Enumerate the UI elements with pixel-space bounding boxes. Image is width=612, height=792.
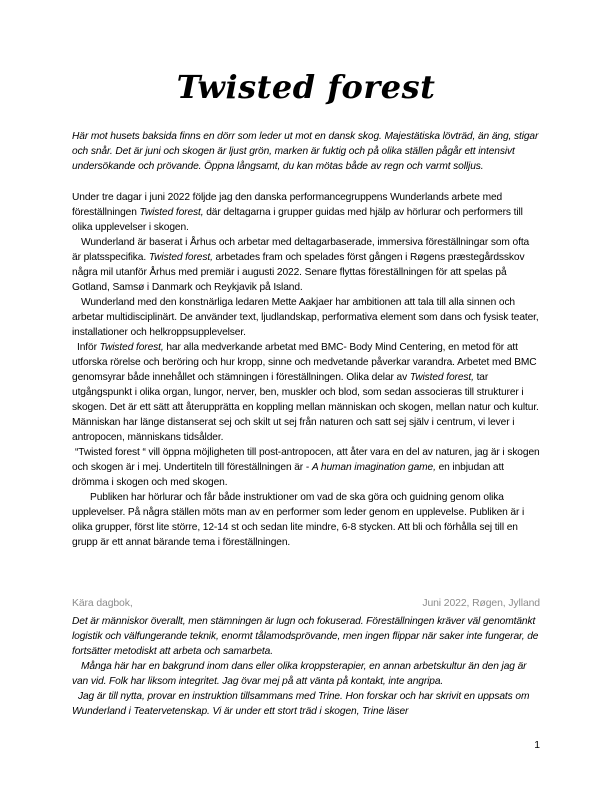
- italic-text-run: Twisted forest,: [99, 342, 164, 353]
- diary-paragraph: [72, 614, 540, 659]
- diary-paragraph: [72, 689, 540, 719]
- text-run: Publiken har hörlurar och får både instruktioner om vad de ska göra och guidning genom olika upplevelser. På några ställen möts man av en performer som leder genom en upplevelse. Publiken är i olika grupper, först lite större, 12-14 st och sedan lite mindre, 6-8 stycken. Att bli och förhålla sej till en grupp är ett annat bärande tema i föreställningen.: [72, 492, 525, 548]
- text-run: Jag är till nytta, provar en instruktion tillsammans med Trine. Hon forskar och har skrivit en uppsats om Wunderland i Teatervetenskap. Vi är under ett stort träd i skogen, Trine läser: [72, 691, 530, 717]
- diary-paragraph: [72, 659, 540, 689]
- text-run: där deltagarna i grupper guidas med hjälp av hörlurar och performers till olika upplevelser i skogen.: [72, 207, 523, 233]
- text-run: Wunderland med den konstnärliga ledaren Mette Aakjaer har ambitionen att tala till alla sinnen och arbetar multidisciplinärt. De använder text, ljudlandskap, performativa element som dans och fysisk teater, installationer och helkroppsupplevelser.: [72, 297, 539, 338]
- body-paragraph: [72, 295, 540, 340]
- intro-paragraph: Här mot husets baksida finns en dörr som leder ut mot en dansk skog. Majestätiska lövträd, än äng, stigar och snår. Det är juni och skogen är ljust grön, marken är fuktig och på olika ställen pågår ett intensivt undersökande och prövande. Öppna långsamt, du kan mötas både av regn och varmt solljus.: [72, 131, 539, 172]
- text-run: tar utgångspunkt i olika organ, lungor, nerver, ben, muskler och blod, som sedan associeras till strukturer i skogen. Det är ett sätt att återupprätta en koppling mellan människan och skogen, mellan natur och kultur. Människan har länge distanserat sej och skilt ut sej från naturen och satt sej själv i centrum, vi lever i antropocen, människans tidsålder.: [72, 372, 539, 443]
- text-run: arbetades fram och spelades först gången i Røgens præstegårdsskov några mil utanför Århus med premiär i augusti 2022. Senare flyttas föreställningen för att spelas på Gotland, Samsø i Danmark och Reykjavik på Island.: [72, 252, 525, 293]
- text-run: Under tre dagar i juni 2022 följde jag den danska performancegruppens Wunderlands arbete med föreställningen: [72, 192, 503, 218]
- page-title: Twisted forest: [176, 68, 436, 106]
- body-paragraph: [72, 490, 540, 550]
- italic-text-run: A human imagination game,: [311, 462, 436, 473]
- text-run: Inför: [77, 342, 100, 353]
- page-number: 1: [534, 740, 540, 751]
- diary-salutation: Kära dagbok,: [72, 598, 133, 609]
- diary-dateline: Juni 2022, Røgen, Jylland: [422, 598, 540, 609]
- text-run: har alla medverkande arbetat med BMC- Body Mind Centering, en metod för att utforska rörelse och beröring och hur kropp, sinne och medvetande påverkar varandra. Arbetet med BMC genomsyrar både innehållet och stämningen i föreställningen. Olika delar av: [72, 342, 537, 383]
- page-content: [72, 0, 540, 550]
- diary-paragraphs: [72, 614, 540, 719]
- text-run: Wunderland är baserat i Århus och arbetar med deltagarbaserade, immersiva föreställningar som ofta är platsspecifika.: [72, 237, 530, 263]
- text-run: “Twisted forest “ vill öppna möjligheten till post-antropocen, att åter vara en del av naturen, jag är i skogen och skogen är i mej. Undertiteln till föreställningen är -: [72, 447, 540, 473]
- body-paragraphs: [72, 190, 540, 550]
- italic-text-run: Twisted forest,: [148, 252, 213, 263]
- body-paragraph: [72, 445, 540, 490]
- text-run: en inbjudan att drömma i skogen och med skogen.: [72, 462, 504, 488]
- text-run: Många här har en bakgrund inom dans eller olika kroppsterapier, en annan arbetskultur än den jag är van vid. Folk har liksom integritet. Jag övar mej på att vänta på kontakt, inte angripa.: [72, 661, 527, 687]
- body-paragraph: [72, 235, 540, 295]
- diary-header: [72, 596, 540, 611]
- text-run: Det är människor överallt, men stämningen är lugn och fokuserad. Föreställningen kräver väl genomtänkt logistik och välfungerande teknik, enormt tålamodsprövande, men ingen flippar när saker inte fungerar, de fortsätter metodiskt att arbeta och samarbeta.: [72, 616, 539, 657]
- body-paragraph: [72, 190, 540, 235]
- body-paragraph: [72, 340, 540, 445]
- diary-section: [72, 596, 540, 719]
- italic-text-run: Twisted forest,: [139, 207, 204, 218]
- italic-text-run: Twisted forest,: [409, 372, 474, 383]
